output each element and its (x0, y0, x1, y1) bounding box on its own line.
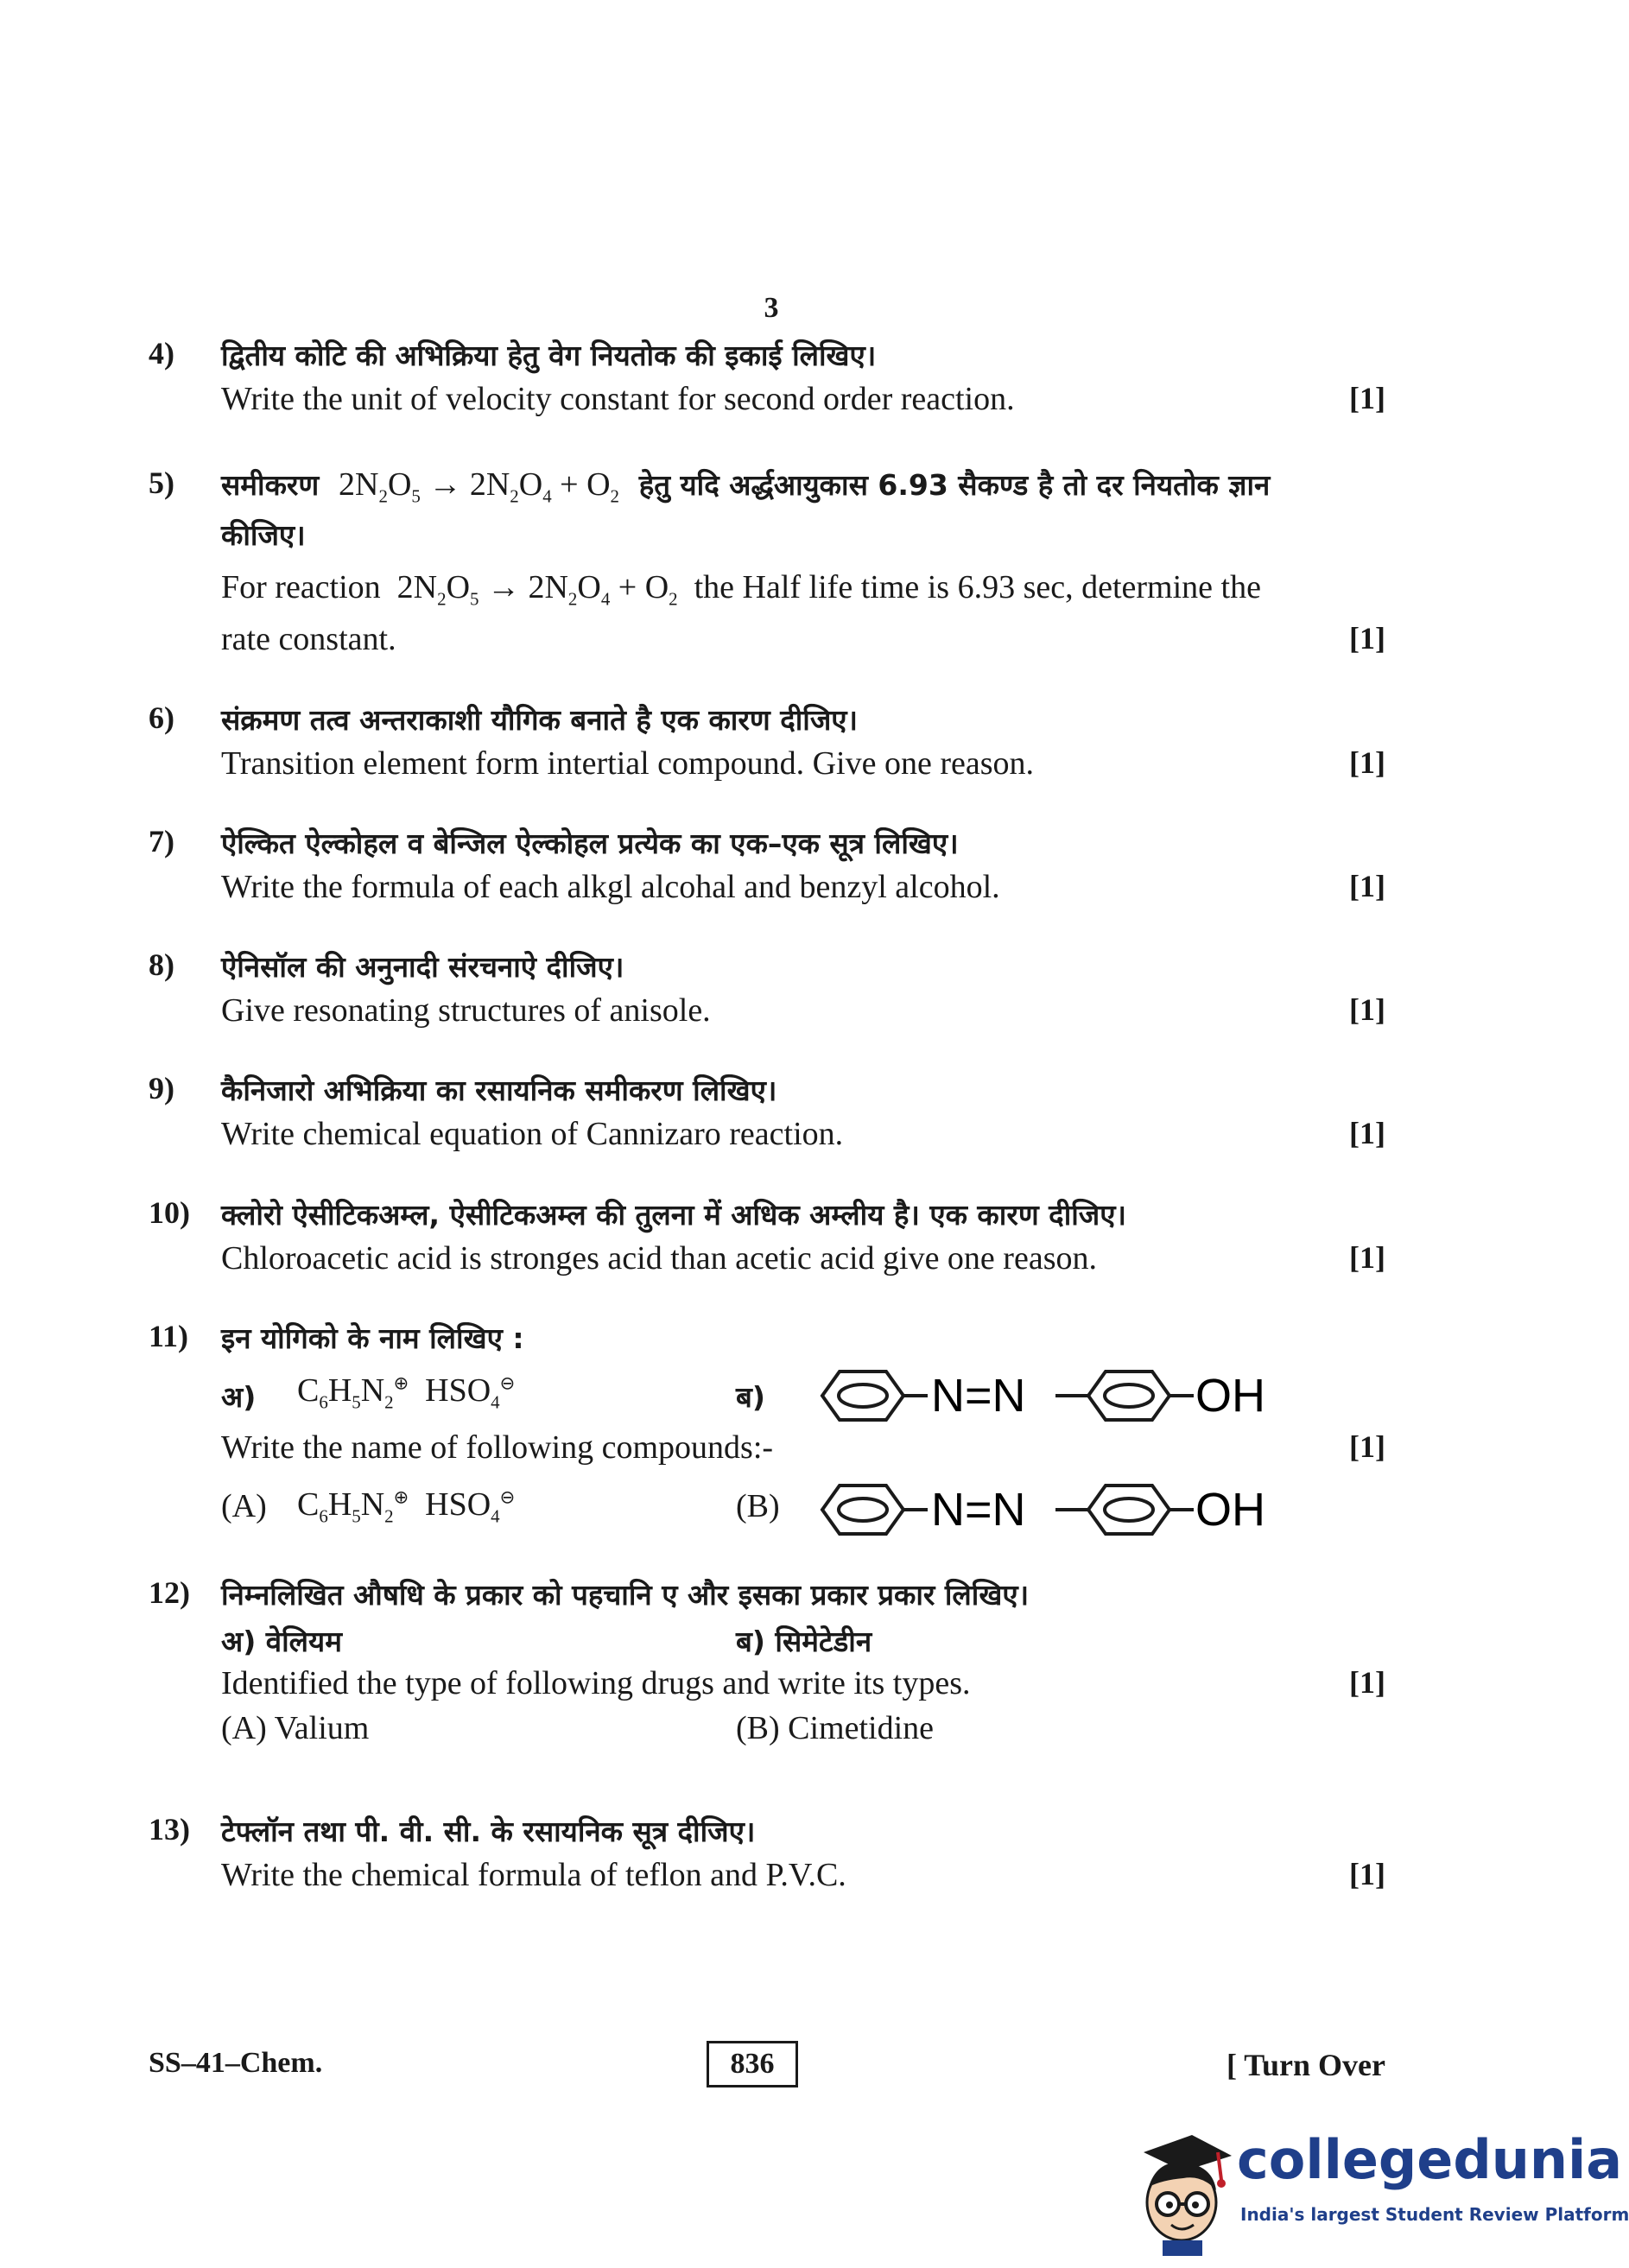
question-english: Write the unit of velocity constant for second order reaction. (221, 381, 1015, 417)
question-hindi: द्वितीय कोटि की अभिक्रिया हेतु वेग नियतोक की इकाई लिखिए। (221, 339, 877, 372)
hindi-suffix: हेतु यदि अर्द्धआयुकास 6.93 सैकण्ड है तो दर नियतोक ज्ञान (638, 468, 1271, 502)
question-english: Identified the type of following drugs and write its types. (221, 1665, 971, 1701)
question-marks: [1] (1349, 745, 1385, 780)
turn-over-label: [ Turn Over (1226, 2048, 1385, 2082)
question-english: Transition element form intertial compound. Give one reason. (221, 745, 1035, 782)
hydroxyl-group: OH (1195, 1484, 1265, 1536)
question-english: Give resonating structures of anisole. (221, 992, 711, 1029)
question-hindi: ऐल्कित ऐल्कोहल व बेन्जिल ऐल्कोहल प्रत्येक का एक–एक सूत्र लिखिए। (221, 827, 959, 860)
question-hindi: ऐनिसॉल की अनुनादी संरचनाऐ दीजिए। (221, 950, 624, 984)
question-marks: [1] (1349, 1429, 1385, 1464)
question-10 (149, 1194, 1385, 1289)
question-13 (149, 1811, 1385, 1906)
logo-tagline: India's largest Student Review Platform (1240, 2204, 1629, 2225)
reaction-equation: $2N_2O_5 \to 2N_2O_4 + O_2$ (330, 466, 619, 507)
azo-phenol-structure (814, 1475, 1436, 1544)
option-b-label-hindi: ब) (736, 1380, 765, 1414)
option-a-english: (A) Valium (221, 1710, 370, 1746)
question-hindi: कैनिजारो अभिक्रिया का रसायनिक समीकरण लिखिए। (221, 1074, 777, 1107)
hindi-prefix: समीकरण (221, 468, 320, 502)
collegedunia-logo (1131, 2118, 1629, 2256)
azo-phenol-structure (814, 1361, 1436, 1430)
question-number: 8) (149, 947, 174, 982)
option-a-label-hindi: अ) (221, 1380, 257, 1414)
question-marks: [1] (1349, 1857, 1385, 1891)
option-a-formula: $C_6H_5N_2^\oplus$ $HSO_4^⊖$ (297, 1486, 516, 1527)
question-12 (149, 1574, 1385, 1756)
logo-wordmark: collegedunia (1237, 2128, 1623, 2191)
question-marks: [1] (1349, 1116, 1385, 1150)
question-8 (149, 947, 1385, 1042)
page-code-box: 836 (707, 2041, 798, 2087)
question-number: 4) (149, 336, 174, 371)
question-number: 6) (149, 700, 174, 735)
question-number: 11) (149, 1319, 189, 1353)
student-mascot-icon (1131, 2118, 1235, 2256)
question-number: 9) (149, 1071, 174, 1105)
question-7 (149, 823, 1385, 918)
question-hindi: टेफ्लॉन तथा पी. वी. सी. के रसायनिक सूत्र दीजिए। (221, 1815, 756, 1848)
option-b-hindi: ब) सिमेटेडीन (736, 1625, 872, 1658)
hydroxyl-group: OH (1195, 1370, 1265, 1422)
question-hindi-line2: कीजिए। (221, 518, 306, 552)
question-hindi (221, 465, 1270, 508)
question-english: Chloroacetic acid is stronges acid than acetic acid give one reason. (221, 1240, 1097, 1277)
option-a-hindi: अ) वेलियम (221, 1625, 342, 1658)
question-hindi: क्लोरो ऐसीटिकअम्ल, ऐसीटिकअम्ल की तुलना में अधिक अम्लीय है। एक कारण दीजिए। (221, 1198, 1127, 1232)
question-hindi: इन योगिको के नाम लिखिए : (221, 1321, 524, 1355)
question-9 (149, 1070, 1385, 1165)
question-english: Write the name of following compounds:- (221, 1429, 774, 1466)
question-english: Write the chemical formula of teflon and P.V.C. (221, 1857, 846, 1893)
question-number: 13) (149, 1812, 190, 1847)
option-b-english: (B) Cimetidine (736, 1710, 935, 1746)
question-marks: [1] (1349, 1665, 1385, 1700)
question-english: Write the formula of each alkgl alcohal and benzyl alcohol. (221, 869, 1000, 905)
question-number: 5) (149, 466, 174, 500)
option-b-label-english: (B) (736, 1488, 780, 1524)
paper-code: SS–41–Chem. (149, 2047, 323, 2079)
question-11 (149, 1318, 1385, 1543)
question-marks: [1] (1349, 381, 1385, 415)
question-number: 7) (149, 824, 174, 858)
question-marks: [1] (1349, 992, 1385, 1027)
question-marks: [1] (1349, 621, 1385, 656)
question-english: For reaction $2N_2O_5 \to 2N_2O_4 + O_2$ the Half life time is 6.93 sec, determine the (221, 569, 1261, 610)
question-4 (149, 335, 1385, 430)
page-number: 3 (764, 292, 779, 324)
question-6 (149, 700, 1385, 795)
azo-group: N=N (931, 1484, 1026, 1536)
english-suffix: the Half life time is 6.93 sec, determine the (694, 569, 1261, 605)
question-number: 10) (149, 1195, 190, 1230)
option-a-formula: $C_6H_5N_2^\oplus$ $HSO_4^⊖$ (297, 1372, 516, 1413)
question-number: 12) (149, 1575, 190, 1610)
question-hindi: निम्नलिखित औषधि के प्रकार को पहचानि ए और इसका प्रकार प्रकार लिखिए। (221, 1578, 1030, 1612)
question-english: Write chemical equation of Cannizaro reaction. (221, 1116, 844, 1152)
question-marks: [1] (1349, 869, 1385, 903)
azo-group: N=N (931, 1370, 1026, 1422)
question-5 (149, 465, 1385, 672)
question-marks: [1] (1349, 1240, 1385, 1275)
question-english-line2: rate constant. (221, 621, 396, 657)
english-prefix: For reaction (221, 569, 381, 605)
question-hindi: संक्रमण तत्व अन्तराकाशी यौगिक बनाते है एक कारण दीजिए। (221, 703, 859, 737)
option-a-label-english: (A) (221, 1488, 267, 1524)
